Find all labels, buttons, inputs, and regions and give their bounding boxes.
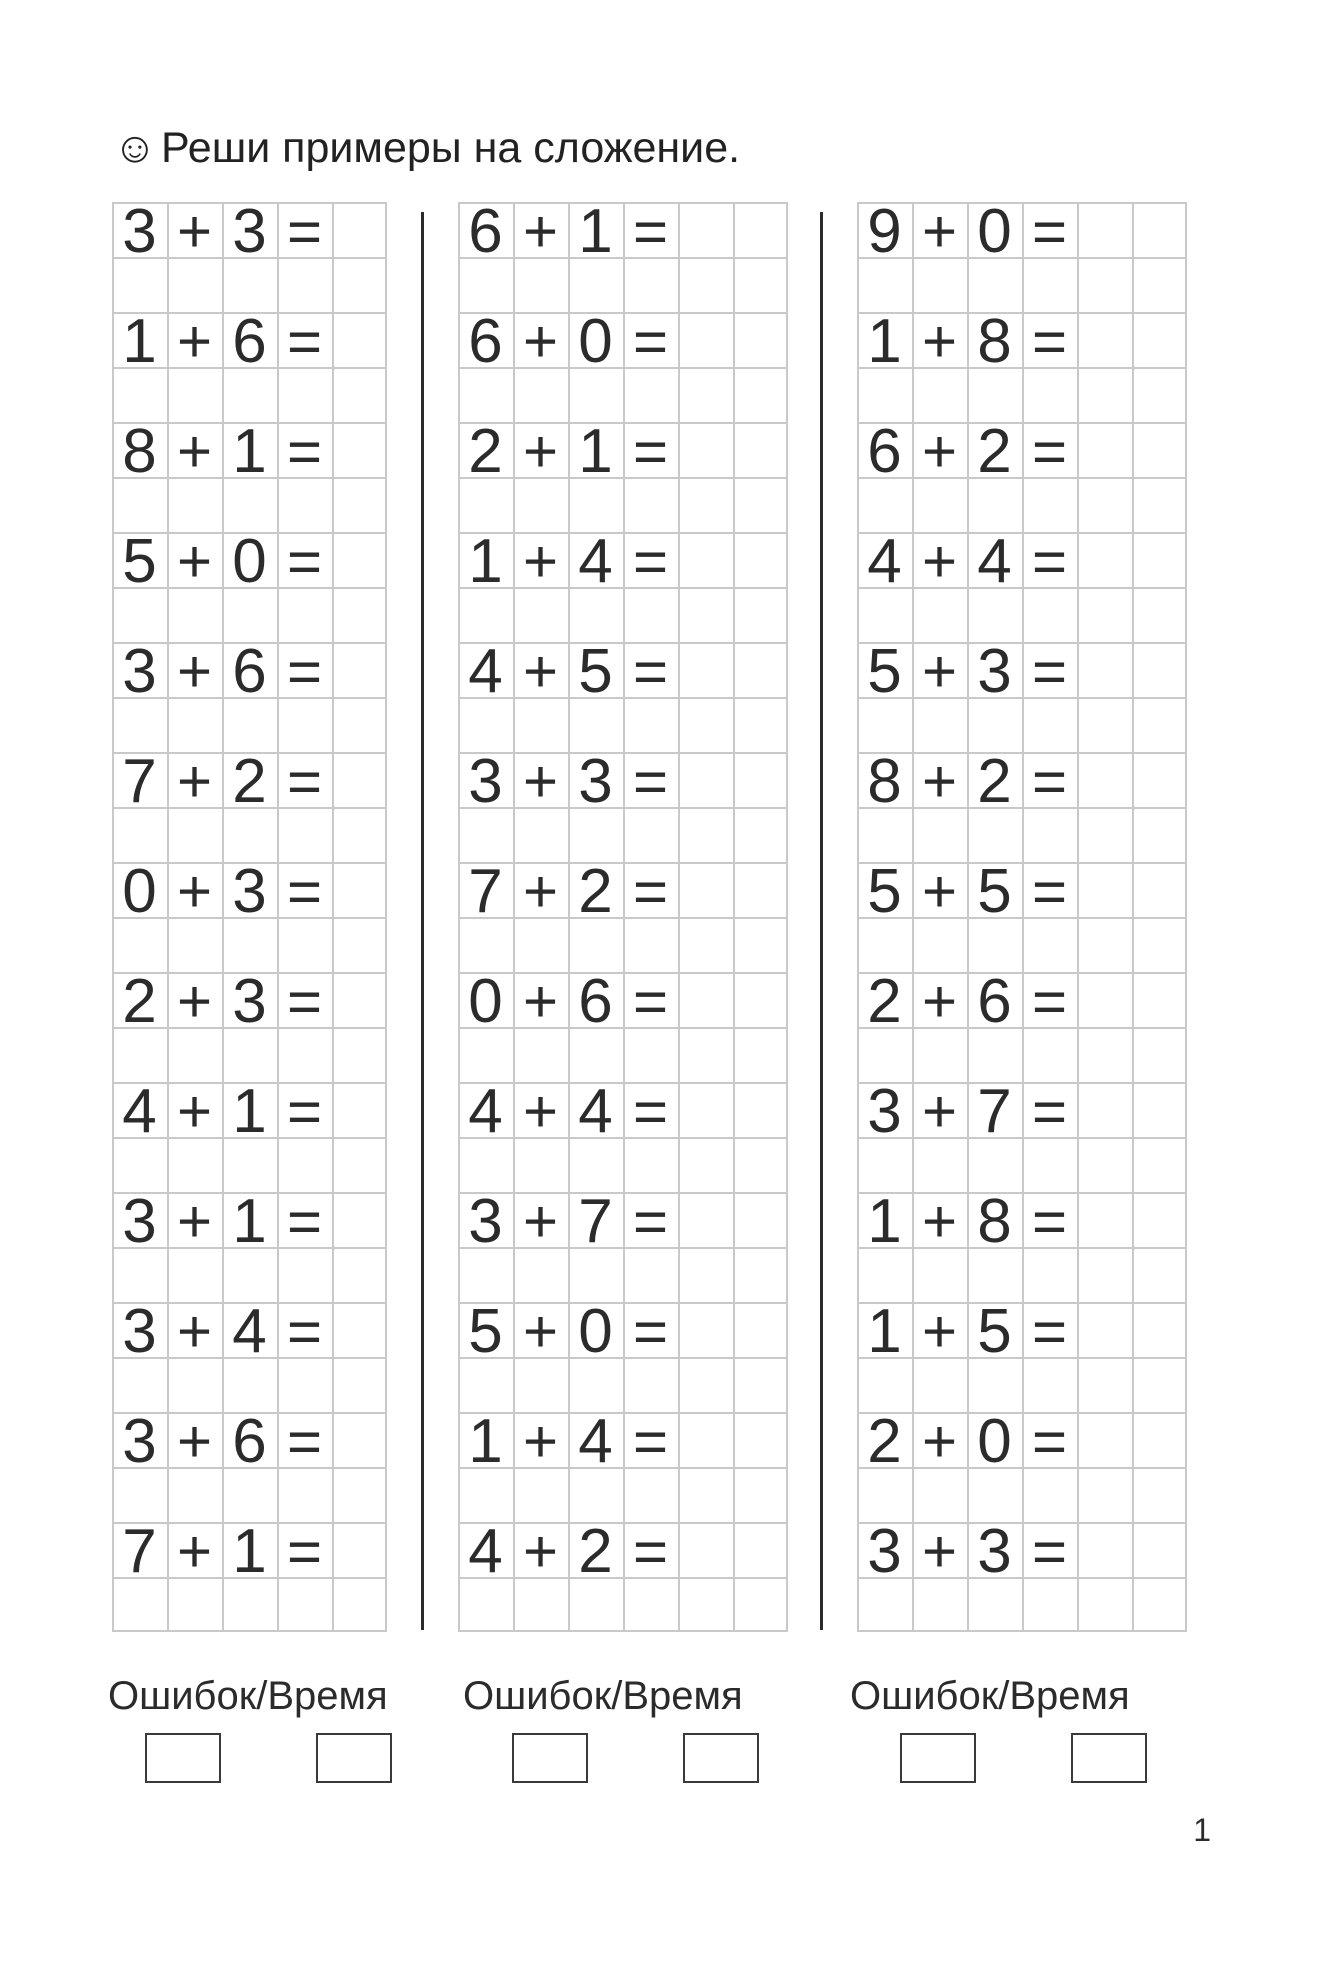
errors-input-1[interactable] <box>145 1733 221 1783</box>
first-operand: 5 <box>867 857 902 926</box>
equals-sign: = <box>286 1408 323 1475</box>
column-divider-1 <box>421 212 424 1630</box>
second-operand: 2 <box>578 1517 613 1586</box>
plus-sign: + <box>176 1078 213 1145</box>
first-operand: 8 <box>867 747 902 816</box>
second-operand: 0 <box>578 1297 613 1366</box>
plus-sign: + <box>921 198 958 265</box>
problem-row <box>112 417 387 486</box>
second-operand: 4 <box>977 527 1012 596</box>
problem-row <box>857 637 1132 706</box>
first-operand: 3 <box>122 1187 157 1256</box>
second-operand: 7 <box>977 1077 1012 1146</box>
plus-sign: + <box>921 1298 958 1365</box>
second-operand: 5 <box>977 1297 1012 1366</box>
equals-sign: = <box>632 1078 669 1145</box>
equals-sign: = <box>632 748 669 815</box>
grid-column-3 <box>857 197 1187 1632</box>
plus-sign: + <box>921 748 958 815</box>
plus-sign: + <box>921 308 958 375</box>
equals-sign: = <box>286 308 323 375</box>
second-operand: 4 <box>578 1407 613 1476</box>
problem-row <box>857 527 1132 596</box>
second-operand: 4 <box>578 527 613 596</box>
column-divider-2 <box>820 212 823 1630</box>
first-operand: 7 <box>122 747 157 816</box>
equals-sign: = <box>1031 1408 1068 1475</box>
first-operand: 1 <box>867 1297 902 1366</box>
equals-sign: = <box>632 1298 669 1365</box>
second-operand: 2 <box>977 747 1012 816</box>
errors-time-label-1: Ошибок/Время <box>108 1674 388 1718</box>
plus-sign: + <box>176 1188 213 1255</box>
second-operand: 1 <box>232 1187 267 1256</box>
equals-sign: = <box>632 858 669 925</box>
first-operand: 2 <box>867 967 902 1036</box>
equals-sign: = <box>632 968 669 1035</box>
plus-sign: + <box>176 638 213 705</box>
plus-sign: + <box>176 528 213 595</box>
problem-row <box>458 857 733 926</box>
second-operand: 2 <box>232 747 267 816</box>
first-operand: 3 <box>122 197 157 266</box>
problem-row <box>857 1407 1132 1476</box>
problem-row <box>857 967 1132 1036</box>
first-operand: 7 <box>122 1517 157 1586</box>
problem-row <box>458 1077 733 1146</box>
grid-column-1 <box>112 197 387 1632</box>
problem-row <box>458 527 733 596</box>
equals-sign: = <box>1031 528 1068 595</box>
equals-sign: = <box>632 308 669 375</box>
problem-row <box>458 1187 733 1256</box>
equals-sign: = <box>1031 638 1068 705</box>
problem-row <box>112 637 387 706</box>
second-operand: 0 <box>977 197 1012 266</box>
second-operand: 1 <box>232 1077 267 1146</box>
plus-sign: + <box>176 1518 213 1585</box>
problem-row <box>857 857 1132 926</box>
first-operand: 7 <box>468 857 503 926</box>
problem-row <box>857 417 1132 486</box>
plus-sign: + <box>522 748 559 815</box>
problem-row <box>857 1077 1132 1146</box>
equals-sign: = <box>286 1298 323 1365</box>
second-operand: 6 <box>578 967 613 1036</box>
first-operand: 4 <box>867 527 902 596</box>
equals-sign: = <box>632 418 669 485</box>
equals-sign: = <box>1031 198 1068 265</box>
problem-row <box>458 307 733 376</box>
problem-row <box>857 1517 1132 1586</box>
second-operand: 3 <box>232 857 267 926</box>
equals-sign: = <box>632 1518 669 1585</box>
plus-sign: + <box>176 858 213 925</box>
second-operand: 6 <box>232 637 267 706</box>
problem-row <box>112 747 387 816</box>
problem-row <box>458 197 733 266</box>
plus-sign: + <box>176 748 213 815</box>
problem-row <box>112 1297 387 1366</box>
plus-sign: + <box>176 968 213 1035</box>
first-operand: 6 <box>867 417 902 486</box>
errors-time-label-2: Ошибок/Время <box>463 1674 743 1718</box>
equals-sign: = <box>286 748 323 815</box>
first-operand: 5 <box>468 1297 503 1366</box>
first-operand: 3 <box>122 637 157 706</box>
first-operand: 1 <box>122 307 157 376</box>
second-operand: 3 <box>578 747 613 816</box>
second-operand: 2 <box>578 857 613 926</box>
problem-row <box>458 417 733 486</box>
equals-sign: = <box>1031 1298 1068 1365</box>
equals-sign: = <box>286 1078 323 1145</box>
problem-row <box>458 1517 733 1586</box>
second-operand: 1 <box>232 1517 267 1586</box>
plus-sign: + <box>921 638 958 705</box>
equals-sign: = <box>1031 1188 1068 1255</box>
equals-sign: = <box>286 858 323 925</box>
problem-row <box>112 1187 387 1256</box>
problem-row <box>112 197 387 266</box>
second-operand: 3 <box>977 637 1012 706</box>
second-operand: 3 <box>232 967 267 1036</box>
errors-input-2[interactable] <box>512 1733 588 1783</box>
problem-row <box>458 1297 733 1366</box>
equals-sign: = <box>632 198 669 265</box>
plus-sign: + <box>522 1518 559 1585</box>
smiley-face-icon: ☺ <box>113 124 157 172</box>
first-operand: 8 <box>122 417 157 486</box>
problem-row <box>458 1407 733 1476</box>
equals-sign: = <box>632 528 669 595</box>
second-operand: 6 <box>232 1407 267 1476</box>
first-operand: 3 <box>468 747 503 816</box>
equals-sign: = <box>286 1188 323 1255</box>
first-operand: 4 <box>468 1077 503 1146</box>
errors-time-label-3: Ошибок/Время <box>850 1674 1130 1718</box>
second-operand: 3 <box>232 197 267 266</box>
plus-sign: + <box>921 418 958 485</box>
problem-row <box>857 197 1132 266</box>
problem-row <box>112 1407 387 1476</box>
problem-row <box>458 967 733 1036</box>
plus-sign: + <box>522 968 559 1035</box>
problem-row <box>112 527 387 596</box>
second-operand: 5 <box>977 857 1012 926</box>
problem-row <box>857 1297 1132 1366</box>
first-operand: 1 <box>867 1187 902 1256</box>
second-operand: 8 <box>977 1187 1012 1256</box>
second-operand: 2 <box>977 417 1012 486</box>
second-operand: 0 <box>232 527 267 596</box>
equals-sign: = <box>632 638 669 705</box>
first-operand: 2 <box>122 967 157 1036</box>
plus-sign: + <box>522 1408 559 1475</box>
first-operand: 1 <box>867 307 902 376</box>
equals-sign: = <box>286 418 323 485</box>
first-operand: 4 <box>468 637 503 706</box>
plus-sign: + <box>176 308 213 375</box>
first-operand: 3 <box>122 1297 157 1366</box>
plus-sign: + <box>522 1078 559 1145</box>
problem-row <box>857 1187 1132 1256</box>
plus-sign: + <box>176 418 213 485</box>
plus-sign: + <box>176 198 213 265</box>
equals-sign: = <box>1031 308 1068 375</box>
equals-sign: = <box>286 1518 323 1585</box>
page-number: 1 <box>1193 1812 1211 1848</box>
equals-sign: = <box>286 968 323 1035</box>
problem-row <box>458 637 733 706</box>
errors-input-3[interactable] <box>900 1733 976 1783</box>
plus-sign: + <box>522 198 559 265</box>
problem-row <box>112 1517 387 1586</box>
second-operand: 8 <box>977 307 1012 376</box>
first-operand: 2 <box>867 1407 902 1476</box>
plus-sign: + <box>921 968 958 1035</box>
equals-sign: = <box>286 638 323 705</box>
equals-sign: = <box>1031 418 1068 485</box>
equals-sign: = <box>632 1408 669 1475</box>
second-operand: 4 <box>232 1297 267 1366</box>
first-operand: 9 <box>867 197 902 266</box>
problem-row <box>112 857 387 926</box>
first-operand: 3 <box>867 1077 902 1146</box>
first-operand: 6 <box>468 197 503 266</box>
first-operand: 3 <box>867 1517 902 1586</box>
problem-row <box>112 967 387 1036</box>
first-operand: 2 <box>468 417 503 486</box>
first-operand: 1 <box>468 527 503 596</box>
plus-sign: + <box>921 1408 958 1475</box>
plus-sign: + <box>921 1078 958 1145</box>
first-operand: 0 <box>122 857 157 926</box>
first-operand: 6 <box>468 307 503 376</box>
grid-column-2 <box>458 197 788 1632</box>
second-operand: 5 <box>578 637 613 706</box>
plus-sign: + <box>522 1298 559 1365</box>
equals-sign: = <box>1031 968 1068 1035</box>
plus-sign: + <box>522 308 559 375</box>
plus-sign: + <box>176 1298 213 1365</box>
equals-sign: = <box>286 198 323 265</box>
plus-sign: + <box>921 1518 958 1585</box>
problem-row <box>112 307 387 376</box>
problem-row <box>458 747 733 816</box>
time-input-1[interactable] <box>316 1733 392 1783</box>
second-operand: 4 <box>578 1077 613 1146</box>
equals-sign: = <box>1031 1078 1068 1145</box>
first-operand: 4 <box>122 1077 157 1146</box>
time-input-3[interactable] <box>1071 1733 1147 1783</box>
instruction-heading <box>113 118 740 178</box>
problem-row <box>857 307 1132 376</box>
plus-sign: + <box>522 528 559 595</box>
first-operand: 5 <box>867 637 902 706</box>
equals-sign: = <box>1031 858 1068 925</box>
first-operand: 3 <box>468 1187 503 1256</box>
second-operand: 1 <box>578 417 613 486</box>
plus-sign: + <box>522 1188 559 1255</box>
equals-sign: = <box>286 528 323 595</box>
first-operand: 1 <box>468 1407 503 1476</box>
plus-sign: + <box>921 1188 958 1255</box>
second-operand: 1 <box>232 417 267 486</box>
plus-sign: + <box>522 638 559 705</box>
second-operand: 6 <box>232 307 267 376</box>
second-operand: 7 <box>578 1187 613 1256</box>
first-operand: 3 <box>122 1407 157 1476</box>
plus-sign: + <box>522 418 559 485</box>
second-operand: 1 <box>578 197 613 266</box>
problem-row <box>857 747 1132 816</box>
problem-row <box>112 1077 387 1146</box>
second-operand: 3 <box>977 1517 1012 1586</box>
first-operand: 0 <box>468 967 503 1036</box>
second-operand: 6 <box>977 967 1012 1036</box>
first-operand: 4 <box>468 1517 503 1586</box>
first-operand: 5 <box>122 527 157 596</box>
equals-sign: = <box>1031 1518 1068 1585</box>
equals-sign: = <box>1031 748 1068 815</box>
instruction-text: Реши примеры на сложение. <box>161 124 741 172</box>
plus-sign: + <box>176 1408 213 1475</box>
second-operand: 0 <box>977 1407 1012 1476</box>
plus-sign: + <box>921 528 958 595</box>
time-input-2[interactable] <box>683 1733 759 1783</box>
plus-sign: + <box>522 858 559 925</box>
plus-sign: + <box>921 858 958 925</box>
equals-sign: = <box>632 1188 669 1255</box>
second-operand: 0 <box>578 307 613 376</box>
